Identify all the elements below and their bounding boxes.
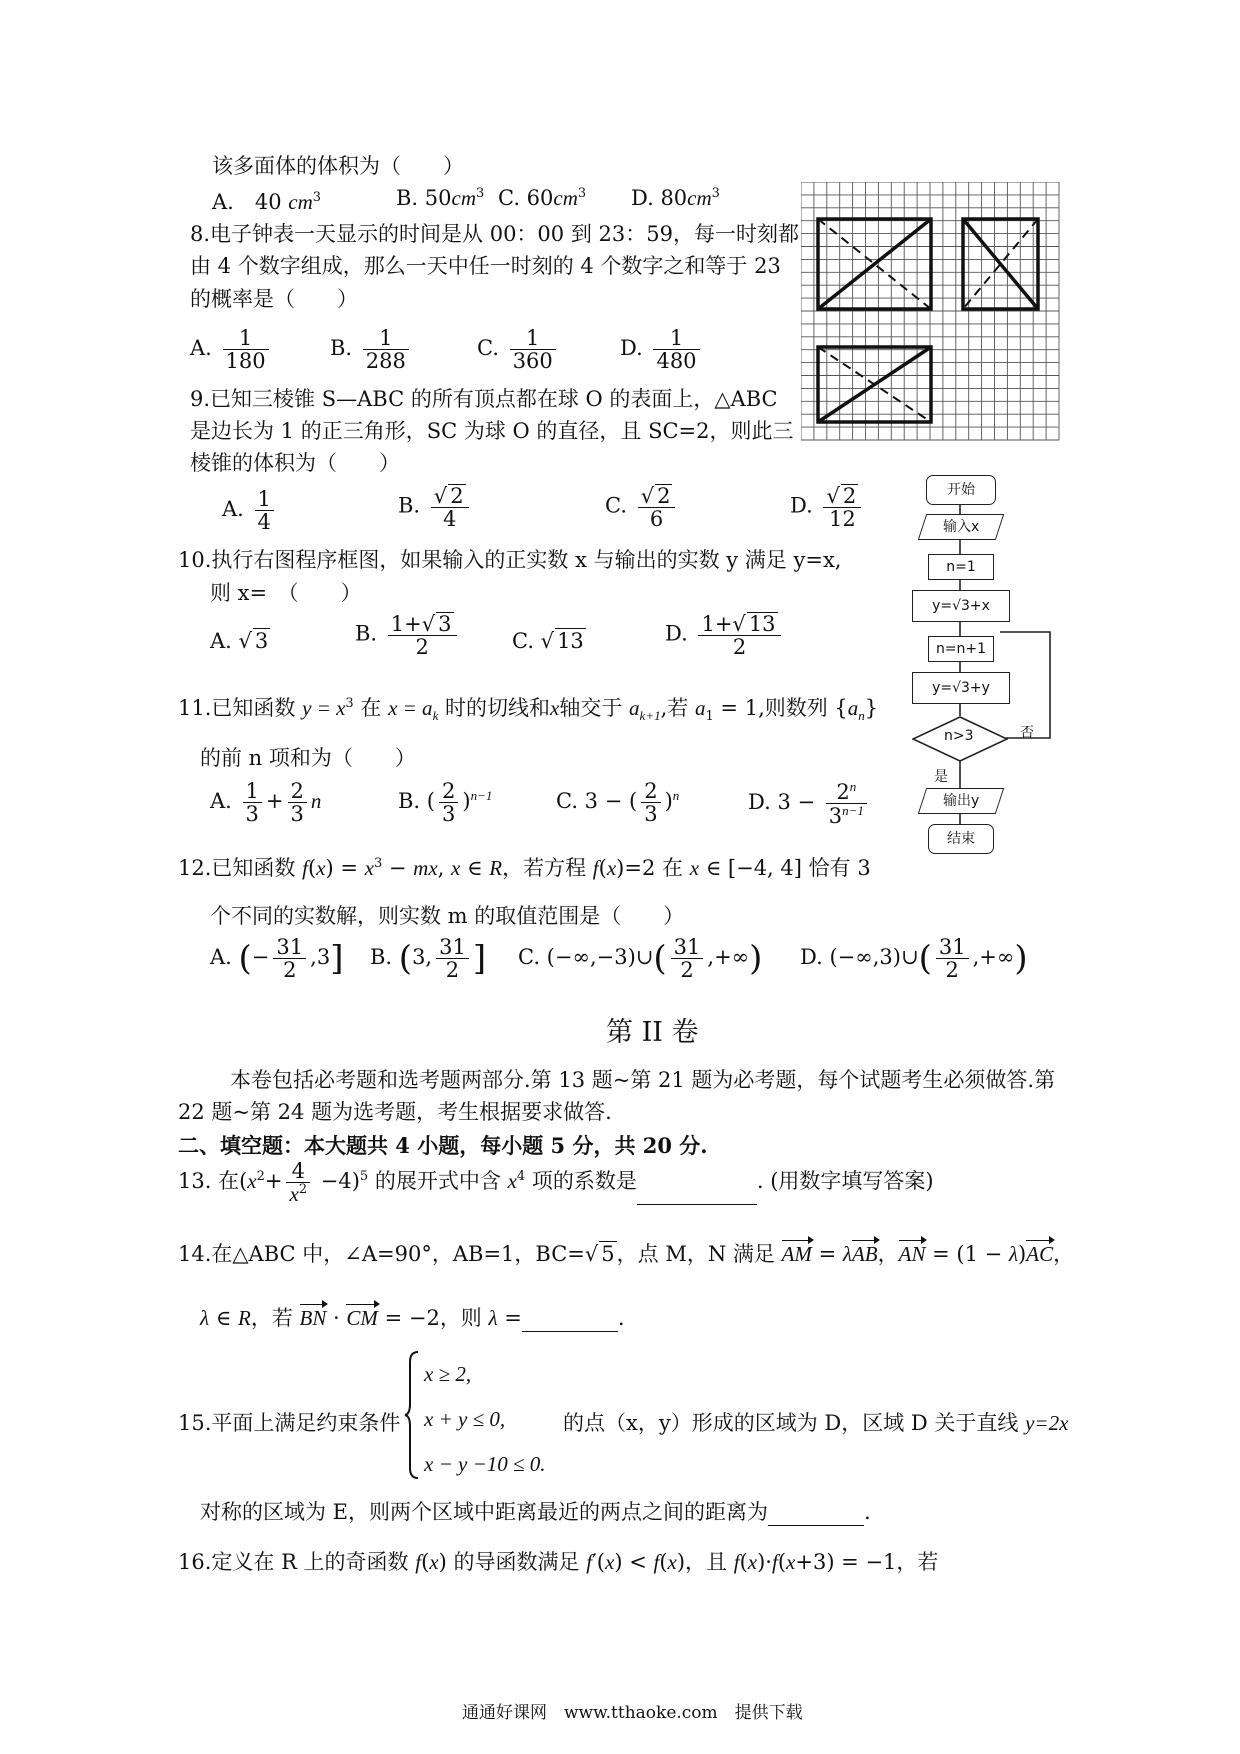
q8-option-a: A. $\frac{1}{180}$ <box>190 327 273 372</box>
q10-line1: 10.执行右图程序框图，如果输入的正实数 x 与输出的实数 y 满足 y=x, <box>178 548 842 572</box>
q12-line2: 个不同的实数解，则实数 m 的取值范围是（ ） <box>210 904 685 928</box>
q8-option-b: B. $\frac{1}{288}$ <box>330 327 413 372</box>
q8-line2: 由 4 个数字组成，那么一天中任一时刻的 4 个数字之和等于 23 <box>190 254 781 278</box>
q11-option-a: A. $\frac{1}{3}$ + $\frac{2}{3}$ n <box>210 779 322 827</box>
q8-option-d: D. $\frac{1}{480}$ <box>620 327 704 372</box>
q7-option-b: B. $50cm^3$ <box>396 186 485 210</box>
q15-constraint-3: x − y −10 ≤ 0. <box>424 1452 546 1476</box>
flowchart-condition-label: n>3 <box>944 728 974 744</box>
q15-brace <box>404 1350 420 1480</box>
q12-option-a: A. (− $\frac{31}{2}$ ,3] <box>210 935 344 983</box>
q9-option-b: B. $\frac{√ 2}{4}$ <box>398 484 473 530</box>
q10-option-a: A. √ 3 <box>210 629 269 653</box>
q7-continuation: 该多面体的体积为（ ） <box>212 154 464 178</box>
q11-option-c: C. 3 − ( $\frac{2}{3}$ )$^n$ <box>556 779 680 827</box>
q7-option-c: C. $60cm^3$ <box>498 186 587 210</box>
q9-line3: 棱锥的体积为（ ） <box>190 451 400 475</box>
q7-option-a: A. 40 $cm^3$ <box>212 190 322 214</box>
q9-option-c: C. $\frac{√ 2}{6}$ <box>605 484 679 530</box>
footer-source: 通通好课网 www.tthaoke.com 提供下载 <box>462 1703 803 1723</box>
q12-line1: 12.已知函数 $f(x) = x^3$ − mx, x ∈ R，若方程 f(x)=2 在 x ∈ [−4, 4] 恰有 3 <box>178 856 871 880</box>
q14-line1: 14.在△ABC 中，∠A=90°，AB=1，BC=√ 5，点 M，N 满足 AM = λAB，AN = (1 − λ)AC， <box>178 1242 1075 1266</box>
q12-option-d: D. (−∞,3)∪( $\frac{31}{2}$ ,+∞) <box>800 935 1028 983</box>
q10-option-c: C. √ 13 <box>512 629 584 653</box>
q14-line2: λ ∈ R，若 BN · CM = −2，则 λ = . <box>200 1306 625 1330</box>
q12-option-b: B. (3, $\frac{31}{2}$ ] <box>370 935 487 983</box>
three-view-figure <box>801 182 1065 442</box>
part2-title: 第 II 卷 <box>606 1017 699 1048</box>
flowchart-n-init: n=1 <box>928 554 994 580</box>
part2-intro-line1: 本卷包括必考题和选考题两部分.第 13 题~第 21 题为必考题，每个试题考生必须做答.第 <box>230 1068 1056 1092</box>
flowchart-output: 输出y <box>918 788 1004 814</box>
q7-option-d: D. $80cm^3$ <box>631 186 720 210</box>
q10-option-d: D. $\frac{1+√ 13}{2}$ <box>665 612 785 658</box>
q8-option-c: C. $\frac{1}{360}$ <box>477 327 560 372</box>
q15-constraint-1: x ≥ 2, <box>424 1362 472 1386</box>
q11-option-b: B. ( $\frac{2}{3}$ )$^{n-1}$ <box>398 779 493 827</box>
q10-line2: 则 x= （ ） <box>210 581 362 605</box>
flowchart-n-increment: n=n+1 <box>928 636 994 662</box>
q11-line2: 的前 n 项和为（ ） <box>200 746 416 770</box>
q13: 13. 在($x^2+$ $\frac{4}{x^2}$ −4)$^5$ 的展开式中含 $x^4$ 项的系数是 . (用数字填写答案) <box>178 1159 934 1207</box>
q9-option-d: D. $\frac{√ 2}{12}$ <box>790 484 865 530</box>
q15-line2: 对称的区域为 E，则两个区域中距离最近的两点之间的距离为 . <box>200 1500 871 1524</box>
q11-option-d: D. 3 − $\frac{2^n}{3^{n-1}}$ <box>748 780 871 827</box>
q10-option-b: B. $\frac{1+√ 3}{2}$ <box>355 612 461 658</box>
q8-line3: 的概率是（ ） <box>190 287 358 311</box>
flowchart-y-update: y=√3+y <box>912 672 1010 704</box>
flowchart-end: 结束 <box>928 824 994 854</box>
flowchart-no-label: 否 <box>1020 725 1034 741</box>
q16-line1: 16.定义在 R 上的奇函数 f(x) 的导函数满足 f′(x) < f(x)，且 f(x)·f(x+3) = −1，若 <box>178 1550 939 1574</box>
q15-prefix: 15.平面上满足约束条件 <box>178 1411 401 1435</box>
flowchart-input: 输入x <box>918 514 1004 540</box>
q9-line2: 是边长为 1 的正三角形，SC 为球 O 的直径，且 SC=2，则此三 <box>190 419 794 443</box>
q15-constraint-2: x + y ≤ 0, <box>424 1407 506 1431</box>
section-heading: 二、填空题：本大题共 4 小题，每小题 5 分，共 20 分. <box>178 1133 708 1158</box>
q9-option-a: A. $\frac{1}{4}$ <box>222 488 278 533</box>
q12-option-c: C. (−∞,−3)∪( $\frac{31}{2}$ ,+∞) <box>518 935 763 983</box>
q15-middle: 的点（x，y）形成的区域为 D，区域 D 关于直线 y=2x <box>563 1411 1069 1435</box>
flowchart-yes-label: 是 <box>934 769 948 785</box>
q9-line1: 9.已知三棱锥 S—ABC 的所有顶点都在球 O 的表面上，△ABC <box>190 387 778 411</box>
flowchart-y-init: y=√3+x <box>912 590 1010 622</box>
q11-line1: 11.已知函数 $y = x^3$ 在 $x = a_k$ 时的切线和x轴交于 $a_{k+1}$,若 $a_1 = 1$,则数列 $\{a_n\}$ <box>178 696 879 725</box>
q8-line1: 8.电子钟表一天显示的时间是从 00：00 到 23：59，每一时刻都 <box>190 222 799 246</box>
flowchart-start: 开始 <box>926 475 996 505</box>
part2-intro-line2: 22 题~第 24 题为选考题，考生根据要求做答. <box>178 1100 612 1124</box>
